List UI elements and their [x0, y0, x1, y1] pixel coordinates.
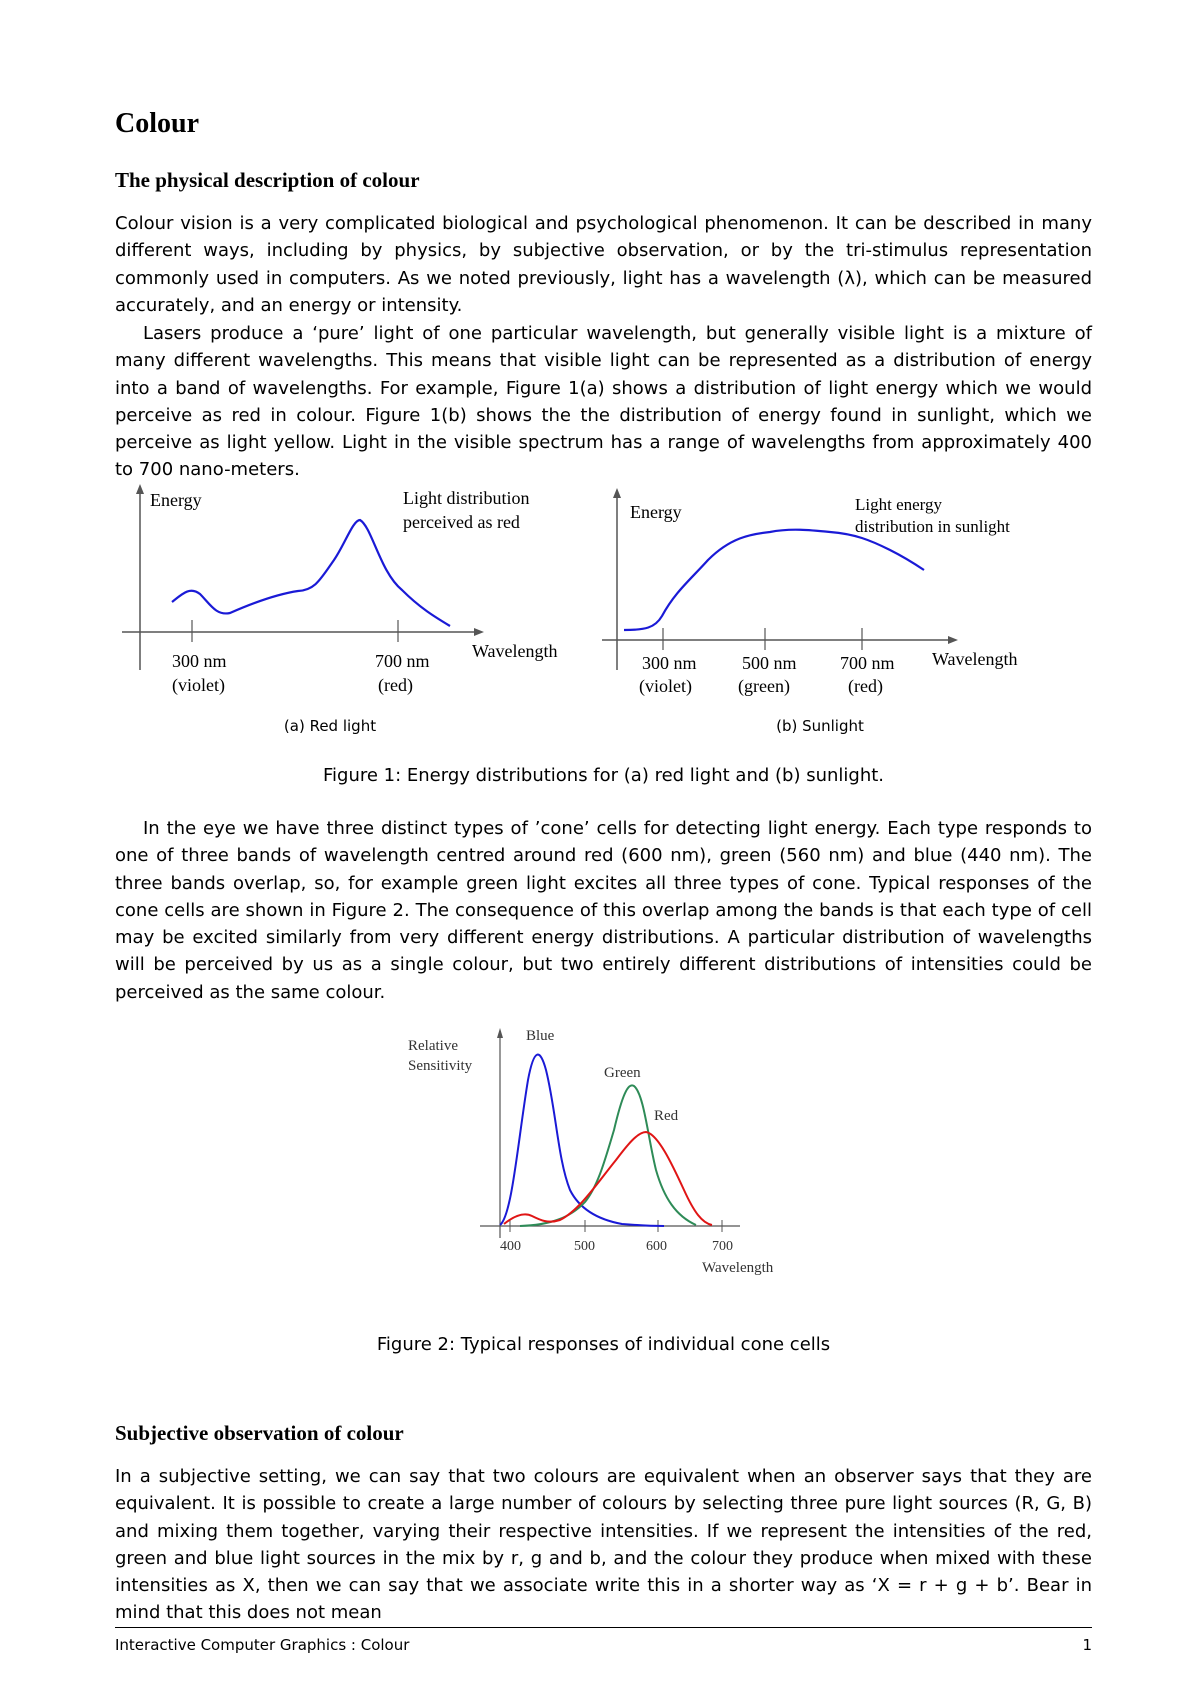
fig1b-annotation-line1: Light energy — [855, 495, 943, 514]
fig2-label-green: Green — [604, 1065, 641, 1081]
fig2-xlabel: Wavelength — [702, 1260, 774, 1276]
fig1b-ylabel: Energy — [630, 502, 682, 522]
section-heading-subjective: Subjective observation of colour — [115, 1421, 404, 1445]
footer-title: Interactive Computer Graphics : Colour — [115, 1636, 410, 1654]
fig1a-tick1-name: (violet) — [172, 675, 225, 695]
fig2-ylabel-line2: Sensitivity — [408, 1058, 473, 1074]
footer-rule — [115, 1627, 1092, 1628]
fig1a-tick2-name: (red) — [378, 675, 413, 695]
figure-1b-subcaption: (b) Sunlight — [776, 717, 864, 735]
footer-page-number: 1 — [1082, 1636, 1092, 1654]
section-heading-physical: The physical description of colour — [115, 168, 420, 192]
fig1b-tick3-value: 700 nm — [840, 653, 895, 673]
fig1a-ylabel: Energy — [150, 490, 202, 510]
paragraph-cone-cells: In the eye we have three distinct types of ’cone’ cells for detecting light energy. Each type responds to one of three bands of wavelength centred around red (600 nm), green (560 nm) and blue (440 nm). The three bands overlap, so, for example green light excites all three types of cone. Typical responses of the cone cells are shown in Figure 2. The consequence of this overlap among the bands is that each type of cell may be excited similarly from very different energy distributions. A particular distribution of wavelengths will be perceived by us as a single colour, but two entirely different distributions of intensities could be perceived as the same colour. — [115, 818, 1092, 1003]
fig2-tick-label-400: 400 — [500, 1239, 521, 1254]
fig1b-x-arrow — [948, 636, 958, 644]
fig2-ylabel-line1: Relative — [408, 1038, 458, 1054]
paragraph-colour-vision: Colour vision is a very complicated biological and psychological phenomenon. It can be described in many different ways, including by physics, by subjective observation, or by the tri-stimulus representation commonly used in computers. As we noted previously, light has a wavelength (λ), which can be measured accurately, and an energy or intensity. — [115, 213, 1092, 316]
fig1a-x-arrow — [474, 628, 484, 636]
page-title: Colour — [115, 108, 199, 139]
figure-2-cone-responses — [400, 1020, 800, 1280]
fig2-green-curve — [520, 1085, 696, 1226]
fig1b-tick1-name: (violet) — [639, 676, 692, 696]
fig1a-xlabel: Wavelength — [472, 641, 558, 661]
fig1a-energy-curve — [172, 520, 450, 626]
fig2-tick-label-600: 600 — [646, 1239, 667, 1254]
fig1b-tick3-name: (red) — [848, 676, 883, 696]
fig1b-y-arrow — [613, 488, 621, 498]
fig1b-energy-curve — [624, 530, 924, 630]
figure-1a-red-light — [120, 482, 580, 722]
fig1a-tick2-value: 700 nm — [375, 651, 430, 671]
paragraph-lasers: Lasers produce a ‘pure’ light of one particular wavelength, but generally visible light is a mixture of many different wavelengths. This means that visible light can be represented as a distribution of energy into a band of wavelengths. For example, Figure 1(a) shows a distribution of light energy which we would perceive as red in colour. Figure 1(b) shows the the distribution of energy found in sunlight, which we perceive as light yellow. Light in the visible spectrum has a range of wavelengths from approximately 400 to 700 nano-meters. — [115, 323, 1092, 481]
fig2-tick-label-700: 700 — [712, 1239, 733, 1254]
fig2-y-arrow — [497, 1028, 503, 1038]
fig1b-xlabel: Wavelength — [932, 649, 1018, 669]
figure-1a-subcaption: (a) Red light — [283, 717, 377, 735]
fig1a-annotation-line2: perceived as red — [403, 512, 520, 532]
figure-1b-sunlight — [600, 482, 1060, 722]
fig2-label-red: Red — [654, 1108, 679, 1124]
fig1a-tick1-value: 300 nm — [172, 651, 227, 671]
paragraph-subjective: In a subjective setting, we can say that two colours are equivalent when an observer says that they are equivalent. It is possible to create a large number of colours by selecting three pure light sources (R, G, B) and mixing them together, varying their respective intensities. If we represent the intensities of the red, green and blue light sources in the mix by r, g and b, and the colour they produce when mixed with these intensities as X, then we can say that we associate write this in a shorter way as ‘X = r + g + b’. Bear in mind that this does not mean — [115, 1466, 1092, 1624]
fig2-tick-label-500: 500 — [574, 1239, 595, 1254]
figure-2-caption: Figure 2: Typical responses of individual cone cells — [376, 1334, 831, 1355]
fig2-label-blue: Blue — [526, 1028, 555, 1044]
fig1b-tick2-name: (green) — [738, 676, 790, 696]
fig2-red-curve — [504, 1132, 712, 1225]
fig1b-tick2-value: 500 nm — [742, 653, 797, 673]
fig1a-y-arrow — [136, 484, 144, 494]
fig1b-annotation-line2: distribution in sunlight — [855, 517, 1010, 536]
figure-1-caption: Figure 1: Energy distributions for (a) red light and (b) sunlight. — [322, 765, 885, 786]
fig1b-tick1-value: 300 nm — [642, 653, 697, 673]
fig1a-annotation-line1: Light distribution — [403, 488, 530, 508]
